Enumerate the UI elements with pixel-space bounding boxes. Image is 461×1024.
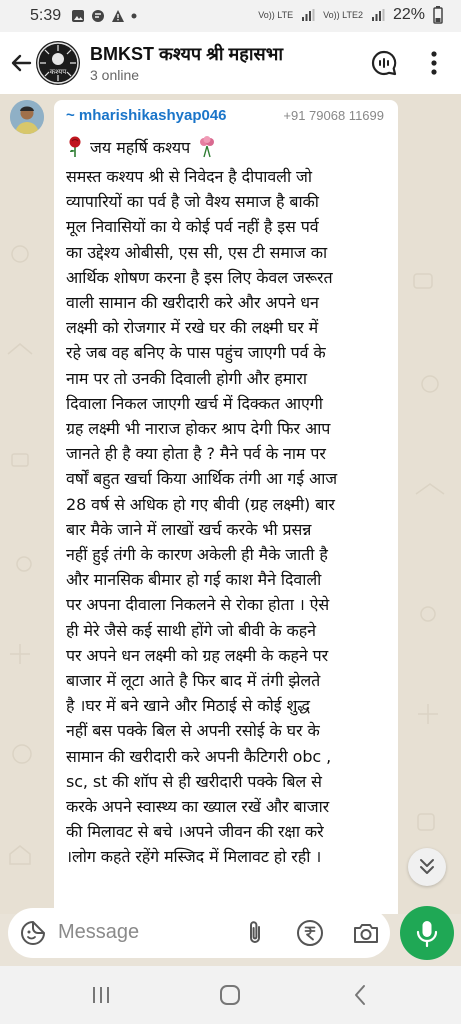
message-line: दिवाला निकल जाएगी खर्च में दिक्कत आएगी [66, 393, 323, 413]
chat-header [0, 32, 461, 94]
nav-back-icon[interactable] [352, 984, 368, 1006]
home-icon[interactable] [219, 984, 241, 1006]
message-line: मूल निवासियों का ये कोई पर्व नहीं है इस पर्व [66, 217, 319, 237]
clock: 5:39 [30, 7, 62, 24]
rose-icon [66, 136, 84, 158]
message-line: का उद्देश्य ओबीसी, एस सी, एस टी समाज का [66, 242, 328, 262]
signal2-icon [371, 8, 385, 22]
message-text [66, 164, 392, 870]
sim1-label [258, 11, 293, 20]
image-notification-icon [71, 9, 85, 23]
message-line: व्यापारियों का पर्व है जो वैश्य समाज है बाकी [66, 192, 319, 212]
sender-avatar[interactable] [10, 100, 44, 134]
message-notification-icon [91, 9, 105, 23]
status-bar [0, 0, 461, 32]
recents-icon[interactable] [91, 986, 111, 1004]
message-line: 28 वर्ष से अधिक हो गए बीवी (ग्रह लक्ष्मी) बार [66, 494, 335, 514]
message-input[interactable]: Message [58, 921, 140, 943]
message-line: ग्रह लक्ष्मी भी नाराज होकर श्राप देगी फिर आप [66, 419, 331, 439]
battery-percent: 22% [392, 6, 425, 23]
online-status: 3 online [90, 67, 140, 83]
more-vert-icon[interactable] [424, 48, 444, 78]
message-bubble[interactable] [54, 100, 398, 914]
message-line: पर अपने धन लक्ष्मी को ग्रह लक्ष्मी के कहने पर [66, 645, 329, 665]
avatar-text: कश्यप [49, 68, 67, 76]
mic-button[interactable] [400, 906, 454, 960]
message-line: ही मेरे जैसे कई साथी होंगे जो बीवी के कहने [66, 620, 316, 640]
chat-area[interactable] [0, 94, 461, 914]
sender-phone: +91 79068 11699 [283, 108, 384, 123]
scroll-to-bottom-button[interactable] [408, 848, 446, 886]
mic-icon [400, 906, 454, 960]
double-chevron-down-icon [408, 848, 446, 886]
message-line: है ।घर में बने खाने और मिठाई से कोई शुद्ध [66, 696, 310, 716]
message-line: करके अपने स्वास्थ्य का ख्याल रखें और बाजार [66, 797, 330, 817]
dot-icon [131, 13, 137, 19]
back-arrow-icon[interactable] [8, 50, 34, 76]
emblem-icon [36, 41, 80, 85]
message-line: बाजार में लूटा आते है फिर बाद में तंगी झेलते [66, 671, 321, 691]
greeting-text: जय महर्षि कश्यप [90, 138, 191, 157]
message-line: ।लोग कहते रहेंगे मस्जिद में मिलावट हो रही । [66, 847, 322, 867]
rupee-icon[interactable] [296, 919, 324, 947]
message-line: आर्थिक शोषण करना है इस लिए केवल जरूरत [66, 267, 333, 287]
sim1-carrier: Vo)) LTE [258, 9, 294, 20]
signal1-icon [301, 8, 315, 22]
notification-icons [71, 9, 137, 23]
camera-icon[interactable] [352, 920, 380, 946]
message-line: नाम पर तो उनकी दिवाली होगी और हमारा [66, 368, 307, 388]
message-line: जानते ही है क्या होता है ? मैने पर्व के नाम पर [66, 444, 326, 464]
message-line: पर अपना दीवाला निकलने से रोका होता । ऐसे [66, 595, 330, 615]
message-line: और मानसिक बीमार हो गई काश मैने दिवाली [66, 570, 322, 590]
message-line: की मिलावट से बचे ।अपने जीवन की रक्षा करे [66, 822, 324, 842]
voice-chat-icon[interactable] [371, 50, 397, 76]
alert-icon [111, 9, 125, 23]
message-line: समस्त कश्यप श्री से निवेदन है दीपावली जो [66, 167, 312, 186]
greeting-line [66, 136, 218, 158]
message-line: लक्ष्मी को रोजगार में रखे घर की लक्ष्मी घर में [66, 318, 319, 338]
system-nav-bar [0, 966, 461, 1024]
group-avatar[interactable] [36, 41, 80, 85]
sender-name[interactable]: ~ mharishikashyap046 [66, 107, 227, 124]
message-line: नहीं बस पक्के बिल से अपनी रसोई के घर के [66, 721, 320, 741]
message-line: वर्षों बहुत खर्चा किया आर्थिक तंगी आ गई आज [66, 469, 337, 489]
message-line: वाली सामान की खरीदारी करे और अपने धन [66, 293, 319, 313]
sticker-icon[interactable] [20, 920, 46, 946]
message-line: नहीं हुई तंगी के कारण अकेली ही मैके जाती है [66, 545, 328, 565]
status-right [258, 6, 443, 24]
sim2-label: Vo)) LTE2 [323, 10, 363, 20]
group-name[interactable]: BMKST कश्यप श्री महासभा [90, 44, 284, 64]
message-line: सामान की खरीदारी करे अपनी कैटिगरी obc , [66, 746, 332, 766]
message-line: बार मैके जाने में लाखों खर्च करके भी प्रसन्न [66, 519, 312, 539]
message-line: sc, st की शॉप से ही खरीदारी पक्के बिल से [66, 771, 322, 791]
bouquet-icon [196, 136, 218, 158]
message-line: रहे जब वह बनिए के पास पहुंच जाएगी पर्व के [66, 343, 326, 363]
battery-icon [433, 6, 443, 24]
message-input-bar [8, 908, 390, 958]
paperclip-icon[interactable] [244, 920, 266, 946]
person-photo-icon [10, 100, 44, 134]
